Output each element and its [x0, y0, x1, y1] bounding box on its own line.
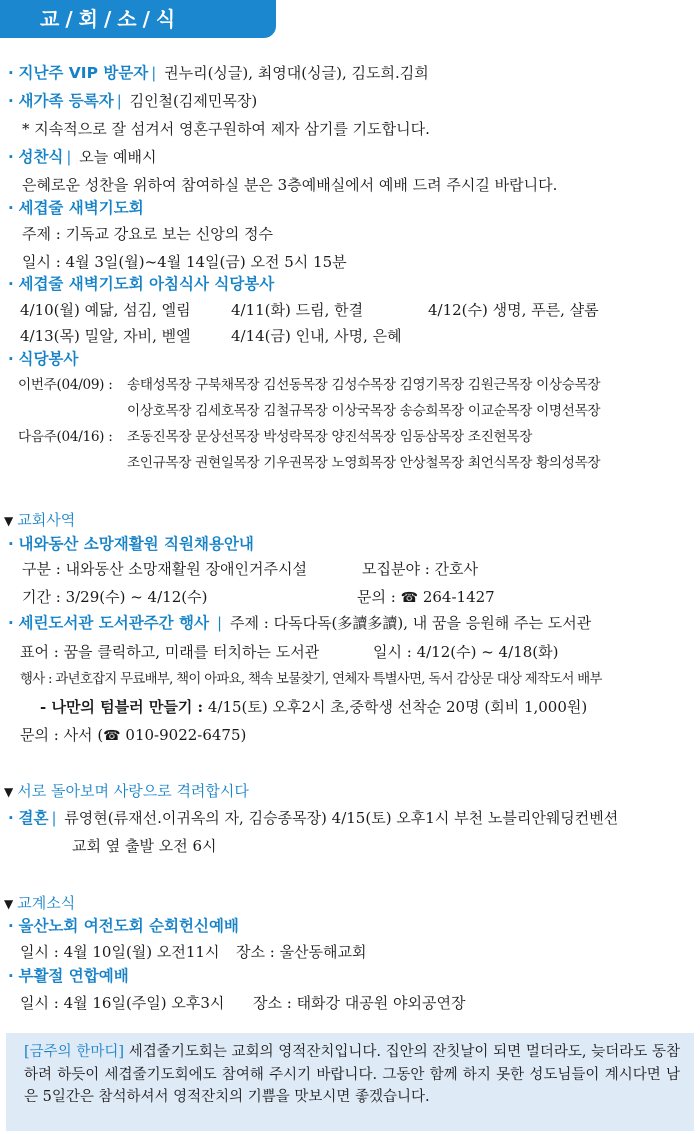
bullet-icon: ·: [8, 535, 14, 553]
kitchen-this-row: 이상호목장 김세호목장 김철규목장 이상국목장 송승희목장 이교순목장 이명선목장: [127, 403, 601, 419]
phone-icon: ☎: [103, 728, 121, 744]
denom-section-heading: [4, 892, 75, 915]
library-inquiry: [20, 724, 246, 747]
job-inquiry-phone: 264-1427: [422, 588, 495, 606]
bar-icon: |: [51, 809, 57, 827]
denom-item-heading: [8, 915, 239, 937]
breakfast-cell: 4/13(목) 밀알, 자비, 벧엘: [20, 327, 191, 345]
job-field: 모집분야 : 간호사: [362, 560, 479, 578]
breakfast-cell: 4/14(금) 인내, 사명, 은혜: [231, 327, 402, 345]
library-tumbler: [40, 696, 587, 718]
library-topic: 주제 : 다독다독(多讀多讀), 내 꿈을 응원해 주는 도서관: [230, 614, 592, 632]
bullet-icon: ·: [8, 148, 14, 166]
bar-icon: |: [66, 148, 72, 166]
job-period: 기간 : 3/29(수) ~ 4/12(수): [22, 588, 208, 606]
banner-title: 교/회/소/식: [0, 0, 276, 38]
job-inquiry-label: 문의 :: [357, 588, 396, 606]
triangle-down-icon: ▼: [4, 897, 14, 911]
wedding-line: [8, 807, 618, 829]
weekly-word-text: 세겹줄기도회는 교회의 영적잔치입니다. 집안의 잔칫날이 되면 멀더라도, 늦더라도 동참하려 하듯이 세겹줄기도회에도 참여해 주시기 바랍니다. 그동안 함께 하지 못한 성도님들이 계시다면 남은 5일간은 참석하셔서 영적잔치의 기쁨을 맛보시면 좋겠습니다.: [24, 1044, 680, 1105]
kitchen-next-label: 다음주(04/16) :: [18, 429, 113, 445]
care-section-heading: [4, 780, 249, 803]
weekly-word-label: [금주의 한마디]: [24, 1044, 125, 1060]
bullet-icon: ·: [8, 275, 14, 293]
newfamily-line: [8, 90, 257, 112]
tumbler-detail: 4/15(토) 오후2시 초,중학생 선착순 20명 (회비 1,000원): [207, 698, 588, 716]
denom-item-heading: [8, 965, 129, 987]
vip-line: [8, 62, 429, 84]
breakfast-heading: [8, 273, 274, 295]
library-title: 세린도서관 도서관주간 행사: [18, 614, 209, 632]
weekly-word-box: [6, 1033, 694, 1131]
bar-icon: |: [216, 614, 223, 632]
bullet-icon: ·: [8, 809, 14, 827]
dawn-topic: 주제 : 기독교 강요로 보는 신앙의 정수: [22, 225, 274, 243]
praise-text: 오늘 예배시: [79, 148, 157, 166]
breakfast-title: 세겹줄 새벽기도회 아침식사 식당봉사: [18, 275, 275, 293]
library-event: 행사 : 과년호잡지 무료배부, 책이 아파요, 책속 보물찾기, 연체자 특별사면, 독서 감상문 대상 제작도서 배부: [20, 672, 602, 687]
kitchen-next-row: 조인규목장 권현일목장 기우권목장 노영희목장 안상철목장 최언식목장 황의성목장: [127, 455, 601, 471]
phone-icon: ☎: [400, 590, 419, 606]
kitchen-next-row: 조동진목장 문상선목장 박성락목장 양진석목장 임동삼목장 조진현목장: [127, 429, 533, 445]
breakfast-cell: 4/12(수) 생명, 푸른, 샬롬: [428, 301, 599, 319]
affairs-section-heading: [4, 509, 75, 532]
newfamily-note: * 지속적으로 잘 섬겨서 영혼구원하여 제자 삼기를 기도합니다.: [22, 120, 430, 138]
denom-item-place: 장소 : 태화강 대공원 야외공연장: [253, 994, 466, 1012]
denom-item-date: 일시 : 4월 10일(월) 오전11시: [20, 943, 220, 961]
praise-title: 성찬식: [18, 148, 64, 166]
wedding-title: 결혼: [18, 809, 49, 827]
bullet-icon: ·: [8, 917, 14, 935]
denom-item-title: 울산노회 여전도회 순회헌신예배: [18, 917, 239, 935]
bullet-icon: ·: [8, 199, 14, 217]
job-title: 내와동산 소망재활원 직원채용안내: [18, 535, 254, 553]
bullet-icon: ·: [8, 614, 14, 632]
bar-icon: |: [151, 64, 157, 82]
library-inquiry-label: 문의 : 사서 (: [20, 726, 104, 744]
library-inquiry-close: ): [240, 726, 247, 744]
bullet-icon: ·: [8, 92, 14, 110]
bullet-icon: ·: [8, 64, 14, 82]
library-slogan: 표어 : 꿈을 클릭하고, 미래를 터치하는 도서관: [20, 643, 320, 661]
job-division: 구분 : 내와동산 소망재활원 장애인거주시설: [22, 560, 307, 578]
kitchen-this-row: 송태성목장 구북채목장 김선동목장 김성수목장 김영기목장 김원근목장 이상승목장: [127, 377, 601, 393]
library-date: 일시 : 4/12(수) ~ 4/18(화): [373, 643, 559, 661]
breakfast-cell: 4/11(화) 드림, 한결: [231, 301, 364, 319]
praise-detail: 은혜로운 성찬을 위하여 참여하실 분은 3층예배실에서 예배 드려 주시길 바랍니다.: [22, 176, 558, 194]
tumbler-head: - 나만의 텀블러 만들기 :: [40, 698, 204, 716]
wedding-detail: 류영현(류재선.이귀옥의 자, 김승종목장) 4/15(토) 오후1시 부천 노블리안웨딩컨벤션: [64, 809, 619, 827]
triangle-down-icon: ▼: [4, 785, 14, 799]
denom-item-place: 장소 : 울산동해교회: [236, 943, 367, 961]
praise-line: [8, 146, 156, 168]
job-heading: [8, 533, 254, 555]
library-heading: [8, 612, 591, 634]
care-section-title: 서로 돌아보며 사랑으로 격려합시다: [17, 782, 249, 800]
dawn-date: 일시 : 4월 3일(월)~4월 14일(금) 오전 5시 15분: [22, 253, 347, 271]
denom-item-title: 부활절 연합예배: [18, 967, 129, 985]
affairs-section-title: 교회사역: [17, 511, 76, 529]
job-inquiry: [357, 586, 495, 609]
kitchen-this-label: 이번주(04/09) :: [18, 377, 113, 393]
kitchen-heading: [8, 348, 78, 370]
breakfast-cell: 4/10(월) 예닮, 섬김, 엘림: [20, 301, 191, 319]
kitchen-title: 식당봉사: [18, 350, 79, 368]
newfamily-title: 새가족 등록자: [18, 92, 114, 110]
bar-icon: |: [116, 92, 122, 110]
dawn-heading: [8, 197, 144, 219]
newfamily-name: 김인철(김제민목장): [129, 92, 258, 110]
bullet-icon: ·: [8, 967, 14, 985]
wedding-departure: 교회 옆 출발 오전 6시: [72, 837, 217, 855]
denom-item-date: 일시 : 4월 16일(주일) 오후3시: [20, 994, 225, 1012]
triangle-down-icon: ▼: [4, 514, 14, 528]
denom-section-title: 교계소식: [17, 894, 76, 912]
library-inquiry-phone: 010-9022-6475: [125, 726, 241, 744]
dawn-title: 세겹줄 새벽기도회: [18, 199, 144, 217]
bullet-icon: ·: [8, 350, 14, 368]
vip-text: 권누리(싱글), 최영대(싱글), 김도희.김희: [164, 64, 429, 82]
vip-title: 지난주 VIP 방문자: [18, 64, 149, 82]
